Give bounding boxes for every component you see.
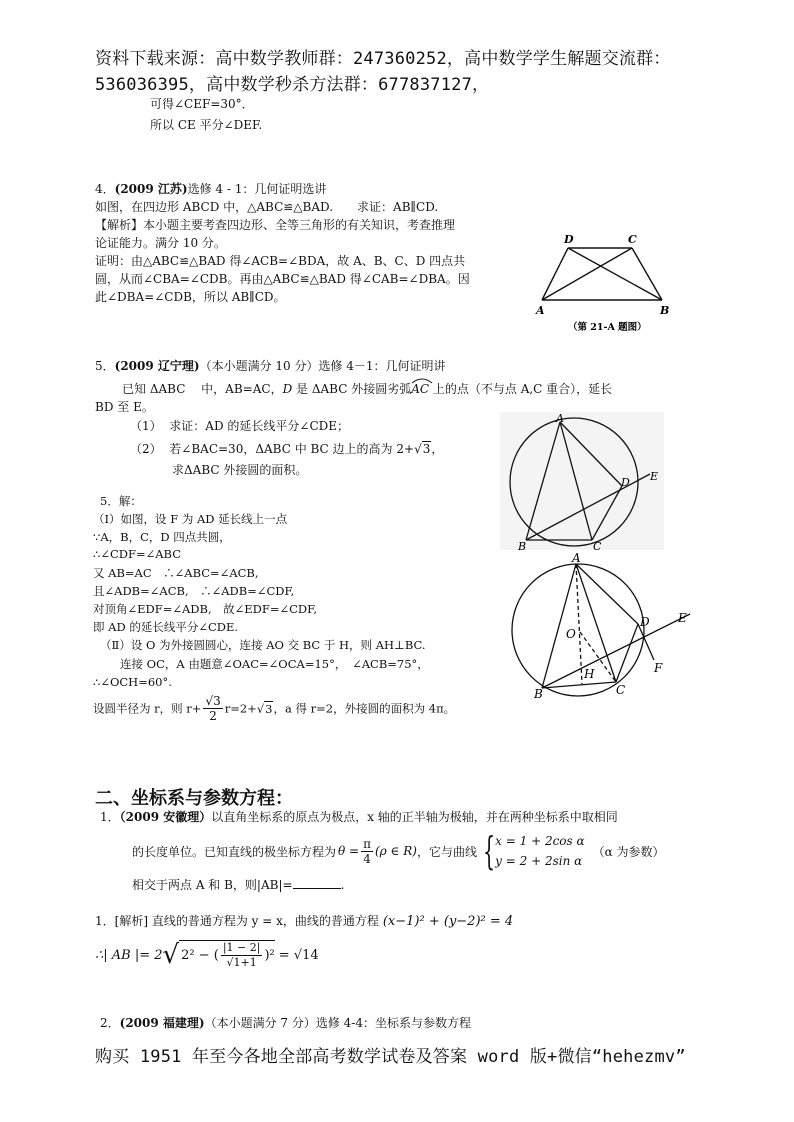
problem-4-analysis-line-1: [95, 216, 455, 233]
solution-5-line-6: 对顶角∠EDF=∠ADB, 故∠EDF=∠CDF,: [93, 602, 317, 616]
header-line-1: 资料下载来源：高中数学教师群：247360252，高中数学学生解题交流群：: [95, 49, 671, 69]
solution-5-line-9: 连接 OC，A 由题意∠OAC=∠OCA=15°， ∠ACB=75°，: [120, 657, 429, 671]
fig5s-label-A: A: [572, 552, 581, 565]
p5-text-a: 已知 ΔABC 中，AB=AC，: [122, 382, 283, 396]
solution-5-line-4: 又 AB=AC ∴∠ABC=∠ACB,: [93, 566, 259, 580]
c2-source: (2009 福建理): [119, 1016, 205, 1030]
fig4-label-D: D: [564, 233, 574, 246]
problem-4-source: (2009 江苏): [114, 182, 188, 196]
s5-sqrt-value: 3: [265, 702, 273, 716]
problem-5-q2: （2） 若∠BAC=30，ΔABC 中 BC 边上的高为 2+√3，: [130, 442, 444, 456]
c1s-circle-equation: (x−1)² + (y−2)² = 4: [382, 914, 514, 929]
c1s-ab-text: ∴| AB |= 2: [95, 947, 163, 963]
fig5-label-D: D: [621, 476, 630, 489]
c1-text-1: 以直角坐标系的原点为极点，x 轴的正半轴为极轴，并在两种坐标系中取相同: [211, 810, 618, 824]
fig5s-label-E: E: [678, 611, 687, 625]
q2-text: 若∠BAC=30，ΔABC 中 BC 边上的高为 2+: [169, 442, 415, 456]
prev-solution-line-1: 可得∠CEF=30°．: [150, 97, 254, 111]
fig5s-label-O: O: [566, 627, 576, 641]
s5-result-text: ，a 得 r=2，外接圆的面积为 4π。: [273, 701, 456, 716]
problem-5-q2-line-2: 求ΔABC 外接圆的面积。: [172, 463, 308, 477]
fig4-caption: （第 21-A 题图）: [568, 322, 647, 333]
fig5-label-A: A: [556, 412, 564, 425]
fig5-label-B: B: [518, 540, 527, 552]
solution-5-line-7: 即 AD 的延长线平分∠CDE.: [93, 620, 239, 634]
problem-5-title-rest: （本小题满分 10 分）选修 4－1：几何证明讲: [199, 359, 446, 373]
problem-5-title: [95, 357, 446, 374]
coord-problem-1-line-3: 相交于两点 A 和 B，则|AB|= .: [132, 878, 345, 892]
c1s-radicand: 2² − ( $\frac{|1 - 2|}{√1+1}$ )²: [181, 941, 275, 969]
q1-number: （1）: [130, 419, 162, 433]
problem-5-number: 5．: [95, 359, 115, 373]
prev-solution-line-2: 所以 CE 平分∠DEF.: [150, 118, 263, 132]
c1s-result: = √14: [278, 947, 319, 963]
solution-5-line-3: ∴∠CDF=∠ABC: [93, 547, 181, 561]
coord-problem-1-line-1: [100, 808, 618, 825]
c1s-text-1: 1．[解析] 直线的普通方程为 y = x，曲线的普通方程: [95, 914, 379, 928]
c1-param-system: [495, 831, 584, 871]
c1-text-5: 相交于两点 A 和 B，则|AB|=: [132, 878, 293, 892]
coord-solution-line-1: [95, 912, 513, 929]
problem-4-proof-line-3: 此∠DBA=∠CDB，所以 AB∥CD。: [95, 290, 286, 304]
c1-theta: θ =: [338, 844, 360, 858]
q2-number: （2）: [130, 442, 162, 456]
problem-5-line-2: BD 至 E。: [95, 400, 154, 414]
fig5s-label-C: C: [616, 683, 626, 697]
section-2-title: 二、坐标系与参数方程：: [95, 788, 293, 809]
fig4-label-C: C: [628, 233, 637, 246]
s5-fraction: $\frac{√3}{2}$: [205, 694, 221, 723]
q2-text-end: ，: [431, 442, 444, 456]
problem-5-line-1: [122, 380, 612, 397]
c2-title-rest: （本小题满分 7 分）选修 4-4：坐标系与参数方程: [204, 1016, 471, 1030]
solution-5-line-5: 且∠ADB=∠ACB, ∴∠ADB=∠CDF,: [93, 584, 295, 598]
problem-4-proof-line-1: 证明：由△ABC≌△BAD 得∠ACB=∠BDA，故 A、B、C、D 四点共: [95, 254, 466, 268]
footer-ad: 购买 1951 年至今各地全部高考数学试卷及答案 word 版+微信“hehezmv”: [95, 1047, 686, 1067]
s5-radius-text: 设圆半径为 r，则 r+: [93, 701, 202, 716]
fig5s-label-H: H: [584, 667, 595, 681]
problem-5-q1: [130, 417, 349, 434]
problem-4-statement: 如图，在四边形 ABCD 中，△ABC≌△BAD. 求证：AB∥CD.: [95, 200, 439, 214]
analysis-text: 本小题主要考查四边形、全等三角形的有关知识，考查推理: [143, 218, 456, 232]
c1-eq-x: x = 1 + 2cos α: [495, 834, 585, 848]
problem-4-title: [95, 180, 326, 197]
coord-solution-line-2: ∴| AB |= 2 √ 2² − ( $\frac{|1 - 2|}{√1+1}$ )² = √14: [95, 940, 319, 970]
solution-5-line-2: ∵A，B，C，D 四点共圆，: [93, 530, 231, 544]
p5-text-b: 是 ΔABC 外接圆劣弧: [292, 382, 412, 396]
problem-5-source: (2009 辽宁理): [114, 359, 200, 373]
c1-eq-y: y = 2 + 2sin α: [495, 854, 583, 868]
problem-4-analysis-line-2: 论证能力。满分 10 分。: [95, 236, 226, 250]
fig5s-label-D: D: [640, 615, 650, 629]
figure-circle-problem: [500, 412, 680, 552]
q1-text: 求证：AD 的延长线平分∠CDE；: [169, 419, 350, 433]
q2-sqrt-value: 3: [422, 442, 431, 456]
c1-number: 1．: [100, 810, 120, 824]
fig4-label-A: A: [536, 304, 545, 317]
p5-arc-AC: AC: [411, 382, 429, 396]
c2-number: 2．: [100, 1016, 120, 1030]
figure-circle-solution: [500, 552, 700, 702]
solution-5-head: 5．解：: [100, 494, 142, 508]
fig5-label-E: E: [650, 470, 659, 483]
solution-5-line-11: 设圆半径为 r，则 r+ $\frac{√3}{2}$ r=2+√3，a 得 r=2，外接圆的面积为 4π。: [93, 694, 456, 723]
c1-text-3: ，它与曲线: [416, 844, 477, 859]
figure-trapezoid: [530, 228, 680, 336]
c1-text-4: （α 为参数）: [592, 844, 665, 859]
analysis-tag: 【解析】: [95, 218, 144, 232]
c1-source: （2009 安徽理）: [119, 810, 212, 824]
problem-4-number: 4．: [95, 182, 115, 196]
fig4-label-B: B: [660, 304, 670, 317]
coord-problem-2-title: [100, 1014, 471, 1031]
c1-brace: {: [483, 829, 496, 873]
c1-rho: (ρ ∈ R): [375, 844, 417, 858]
coord-problem-1-line-2: [132, 830, 665, 872]
answer-blank: [293, 876, 341, 889]
fig5-label-C: C: [593, 540, 602, 552]
c1-pi-over-4: $\frac{\pi}{4}$: [363, 836, 371, 866]
problem-4-title-rest: 选修 4 - 1：几何证明选讲: [187, 182, 327, 196]
fig5s-label-F: F: [654, 661, 663, 675]
s5-radius-text-2: r=2+: [224, 701, 257, 716]
c1-text-2: 的长度单位。已知直线的极坐标方程为: [132, 844, 337, 859]
header-line-2: 536036395，高中数学秒杀方法群：677837127，: [95, 75, 490, 95]
fig5s-label-B: B: [534, 687, 543, 701]
solution-5-line-1: （Ⅰ）如图，设 F 为 AD 延长线上一点: [93, 512, 288, 526]
p5-text-c: 上的点（不与点 A,C 重合），延长: [429, 382, 613, 396]
problem-4-proof-line-2: 圆，从而∠CBA=∠CDB。再由△ABC≌△BAD 得∠CAB=∠DBA。因: [95, 272, 470, 286]
p5-point-D: D: [282, 382, 293, 396]
solution-5-line-10: ∴∠OCH=60°.: [93, 675, 172, 689]
solution-5-line-8: （Ⅱ）设 O 为外接圆圆心，连接 AO 交 BC 于 H，则 AH⊥BC.: [100, 638, 426, 652]
